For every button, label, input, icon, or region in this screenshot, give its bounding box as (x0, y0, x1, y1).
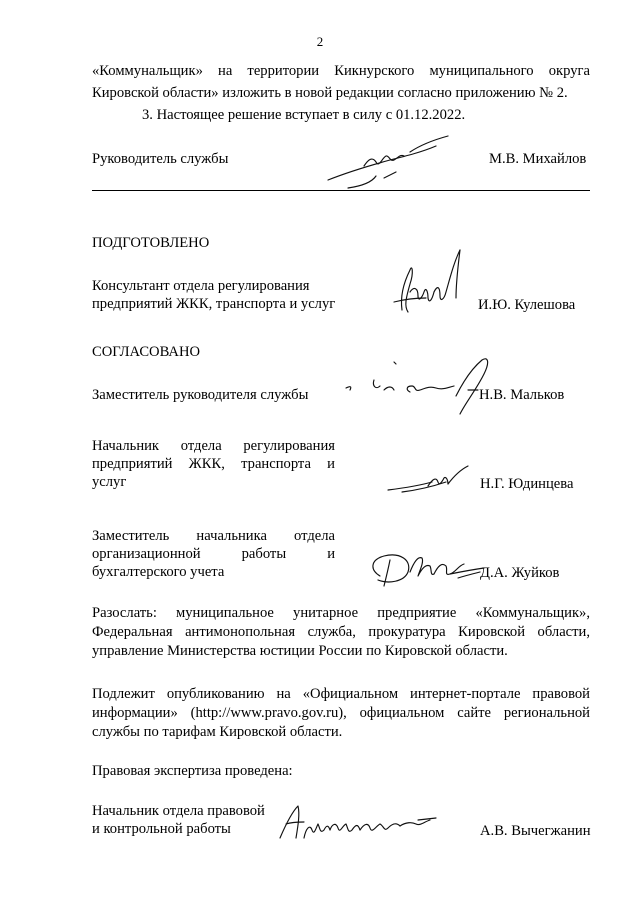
prepared-heading: ПОДГОТОВЛЕНО (92, 235, 210, 251)
prepared-position-line-1: Консультант отдела регулирования (92, 278, 310, 294)
agreed-signer-2-signature (384, 462, 476, 498)
head-position: Руководитель службы (92, 151, 229, 167)
intro-line-1: «Коммунальщик» на территории Кикнурского муниципального округа (92, 63, 590, 79)
agreed-signer-2-position-line-1: Начальник отдела регулирования (92, 438, 335, 454)
distribution-line-3: управление Министерства юстиции России по Кировской области. (92, 643, 508, 659)
agreed-signer-1-signature (336, 350, 496, 420)
agreed-signer-2-position-line-3: услуг (92, 474, 127, 490)
distribution-line-1: Разослать: муниципальное унитарное предприятие «Коммунальщик», (92, 605, 590, 621)
page-number: 2 (316, 34, 324, 49)
head-signature (318, 132, 458, 194)
agreed-signer-3-signature (360, 540, 490, 594)
agreed-signer-1-name: Н.В. Мальков (479, 387, 565, 403)
agreed-heading: СОГЛАСОВАНО (92, 344, 201, 360)
legal-head-signature (270, 798, 450, 848)
signature-divider (92, 190, 590, 191)
legal-head-name: А.В. Вычегжанин (480, 823, 591, 839)
agreed-signer-2-position-line-2: предприятий ЖКК, транспорта и (92, 456, 335, 472)
agreed-signer-3-name: Д.А. Жуйков (480, 565, 560, 581)
intro-line-2: Кировской области» изложить в новой редакции согласно приложению № 2. (92, 85, 568, 101)
publication-line-2: информации» (http://www.pravo.gov.ru), официальном сайте региональной (92, 705, 590, 721)
intro-item-3: 3. Настоящее решение вступает в силу с 01.12.2022. (142, 107, 466, 123)
agreed-signer-3-position-line-3: бухгалтерского учета (92, 564, 225, 580)
legal-head-position-line-1: Начальник отдела правовой (92, 803, 265, 819)
agreed-signer-1-position: Заместитель руководителя службы (92, 387, 309, 403)
agreed-signer-3-position-line-1: Заместитель начальника отдела (92, 528, 335, 544)
legal-head-position-line-2: и контрольной работы (92, 821, 231, 837)
head-name: М.В. Михайлов (489, 151, 587, 167)
prepared-name: И.Ю. Кулешова (478, 297, 576, 313)
publication-line-1: Подлежит опубликованию на «Официальном интернет-портале правовой (92, 686, 590, 702)
prepared-signature (380, 240, 476, 326)
agreed-signer-3-position-line-2: организационной работы и (92, 546, 335, 562)
legal-review-note: Правовая экспертиза проведена: (92, 763, 293, 779)
publication-line-3: службы по тарифам Кировской области. (92, 724, 343, 740)
distribution-line-2: Федеральная антимонопольная служба, прокуратура Кировской области, (92, 624, 590, 640)
agreed-signer-2-name: Н.Г. Юдинцева (480, 476, 574, 492)
prepared-position-line-2: предприятий ЖКК, транспорта и услуг (92, 296, 336, 312)
